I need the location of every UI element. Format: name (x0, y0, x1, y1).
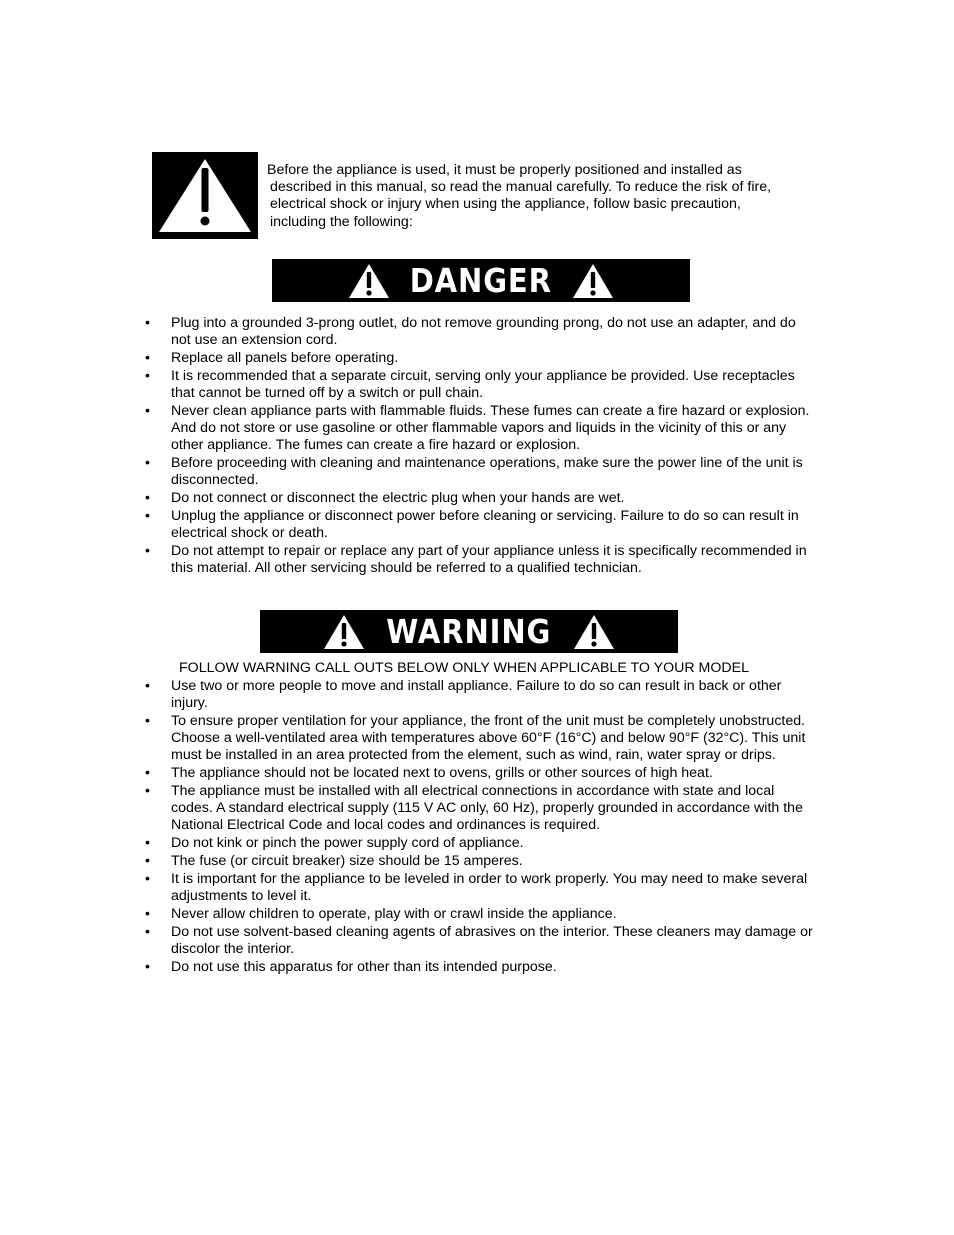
bullet: • (145, 402, 150, 419)
bullet: • (145, 678, 150, 694)
list-item-text: Use two or more people to move and install appliance. Failure to do so can result in back or other injury. (171, 678, 782, 712)
bullet: • (145, 835, 150, 852)
list-item (0, 368, 954, 402)
list-item (0, 490, 954, 507)
list-item (0, 508, 954, 542)
warning-banner (260, 610, 678, 653)
list-item-text: Do not kink or pinch the power supply cord of appliance. (171, 835, 524, 852)
list-item (0, 315, 954, 349)
bullet: • (145, 455, 150, 471)
list-item-text: The appliance should not be located next to ovens, grills or other sources of high heat. (171, 765, 713, 782)
list-item (0, 543, 954, 577)
intro-line: including the following: (270, 213, 413, 230)
list-item (0, 835, 954, 852)
warning-triangle-icon (323, 614, 365, 650)
list-item (0, 871, 954, 905)
list-item-text: Do not use solvent-based cleaning agents of abrasives on the interior. These cleaners may damage or discolor the interior. (171, 923, 813, 957)
bullet: • (145, 490, 150, 506)
list-item (0, 713, 954, 765)
list-item-text: Do not connect or disconnect the electric plug when your hands are wet. (171, 490, 625, 506)
list-item (0, 765, 954, 782)
intro-line: electrical shock or injury when using the appliance, follow basic precaution, (270, 196, 741, 213)
list-item-text: Unplug the appliance or disconnect power before cleaning or servicing. Failure to do so can result in electrical shock or death. (171, 507, 799, 541)
bullet: • (145, 870, 150, 887)
intro-line: Before the appliance is used, it must be properly positioned and installed as (267, 162, 742, 178)
bullet: • (145, 542, 150, 559)
list-item (0, 678, 954, 712)
bullet: • (145, 765, 150, 782)
list-item (0, 455, 954, 489)
danger-label: DANGER (409, 261, 553, 300)
list-item-text: Never allow children to operate, play with or crawl inside the appliance. (171, 905, 617, 922)
list-item-text: The appliance must be installed with all electrical connections in accordance with state and local codes. A standard electrical supply (115 V AC only, 60 Hz), properly grounded in accordance with the National Electrical Code and local codes and ordinances is required. (171, 783, 803, 834)
warning-callout: FOLLOW WARNING CALL OUTS BELOW ONLY WHEN APPLICABLE TO YOUR MODEL (179, 660, 749, 676)
intro-line: described in this manual, so read the manual carefully. To reduce the risk of fire, (270, 179, 772, 196)
list-item (0, 403, 954, 455)
list-item-text: The fuse (or circuit breaker) size should be 15 amperes. (171, 853, 523, 869)
list-item-text: Do not attempt to repair or replace any part of your appliance unless it is specifically recommended in this material. All other servicing should be referred to a qualified technician. (171, 542, 807, 576)
list-item (0, 350, 954, 367)
list-item-text: Replace all panels before operating. (171, 350, 399, 366)
bullet: • (145, 853, 150, 869)
bullet: • (145, 367, 150, 384)
bullet: • (145, 350, 150, 366)
bullet: • (145, 923, 150, 940)
list-item-text: It is important for the appliance to be leveled in order to work properly. You may need to make several adjustments to level it. (171, 870, 808, 904)
danger-banner (272, 259, 690, 302)
list-item-text: Do not use this apparatus for other than its intended purpose. (171, 958, 557, 975)
bullet: • (145, 958, 150, 975)
warning-label: WARNING (386, 612, 552, 651)
list-item-text: Never clean appliance parts with flammable fluids. These fumes can create a fire hazard or explosion. And do not store or use gasoline or other flammable vapors and liquids in the vicinity of this or any other appliance. The fumes can create a fire hazard or explosion. (171, 402, 810, 454)
list-item (0, 853, 954, 870)
warning-triangle-icon (573, 614, 615, 650)
list-item-text: Plug into a grounded 3-prong outlet, do not remove grounding prong, do not use an adapter, and do not use an extension cord. (171, 315, 796, 349)
bullet: • (145, 905, 150, 922)
bullet: • (145, 783, 150, 799)
intro-paragraph (267, 162, 807, 231)
list-item-text: Before proceeding with cleaning and maintenance operations, make sure the power line of the unit is disconnected. (171, 455, 803, 489)
list-item (0, 924, 954, 958)
list-item-text: To ensure proper ventilation for your appliance, the front of the unit must be completely unobstructed. Choose a well-ventilated area with temperatures above 60°F (16°C) and below 90°F (32°C). This unit must be installed in an area protected from the element, such as wind, rain, water spray or drips. (171, 713, 806, 764)
warning-triangle-icon (152, 152, 258, 239)
list-item (0, 783, 954, 835)
warning-list (0, 678, 954, 976)
list-item (0, 959, 954, 976)
list-item-text: It is recommended that a separate circuit, serving only your appliance be provided. Use receptacles that cannot be turned off by a switch or pull chain. (171, 367, 795, 401)
warning-triangle-icon (348, 263, 390, 299)
bullet: • (145, 507, 150, 524)
bullet: • (145, 315, 150, 331)
bullet: • (145, 713, 150, 729)
warning-triangle-icon (572, 263, 614, 299)
list-item (0, 906, 954, 923)
danger-list (0, 315, 954, 578)
